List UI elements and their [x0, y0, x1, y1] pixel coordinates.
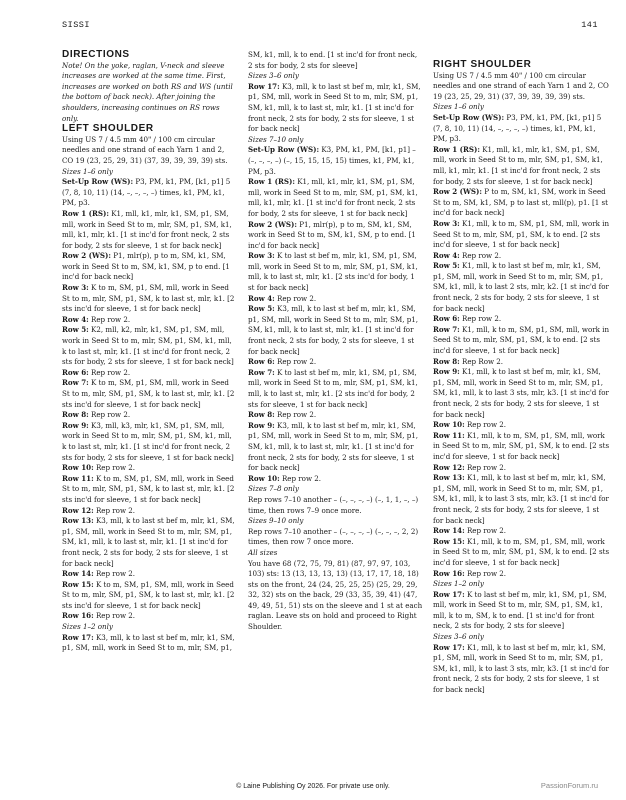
size-heading: Sizes 1–2 only	[62, 622, 113, 632]
row-instruction: Row 4: Rep row 2.	[248, 293, 317, 303]
column-right	[433, 50, 611, 696]
row-instruction: Row 14: Rep row 2.	[62, 569, 136, 579]
right-intro: Using US 7 / 4.5 mm 40" / 100 cm circular needles and one strand of each Yarn 1 and 2, CO 19 (23, 25, 29, 31) (37, 39, 39, 39, 39) sts.	[433, 70, 609, 101]
row-instruction: Row 17: K to last st bef m, mlr, k1, SM, p1, SM, mll, work in Seed St to m, mlr, SM, p1, SM, k1, mll, k to m, SM, k to end. [1 st inc'd for front neck, 2 sts for body, 2 sts for sleeve]	[433, 589, 607, 631]
row-instruction: Row 10: Rep row 2.	[62, 463, 136, 473]
row-instruction: Set-Up Row (WS): K3, PM, k1, PM, [k1, p1] – (–, –, –, –) (–, 15, 15, 15, 15) times, k1, PM, k1, PM, p3.	[248, 145, 416, 176]
left-shoulder-heading: LEFT SHOULDER	[62, 123, 154, 135]
row-instruction: Row 16: Rep row 2.	[433, 568, 507, 578]
row-instruction: Row 7: K to m, SM, p1, SM, mll, work in Seed St to m, mlr, SM, p1, SM, k to last st, mlr, k1. [2 sts inc'd for sleeve, 1 st for back neck]	[62, 378, 235, 409]
row-instruction: Row 17: K3, mll, k to last st bef m, mlr, k1, SM, p1, SM, mll, work in Seed St to m, mlr, SM, p1, SM, k1, mll, k to last st, mlr, k1. [1 st inc'd for front neck, 2 sts for body, 2 sts for sleeve, 1 st for back neck]	[248, 81, 421, 134]
row-instruction: Row 11: K1, mll, k to m, SM, p1, SM, mll, work in Seed St to m, mlr, SM, p1, SM, k to end. [2 sts inc'd for sleeve, 1 st for back neck]	[433, 430, 610, 461]
row-list	[433, 113, 611, 579]
row-instruction: Row 4: Rep row 2.	[62, 314, 131, 324]
row-instruction: Row 3: K to m, SM, p1, SM, mll, work in Seed St to m, mlr, SM, p1, SM, k to last st, mlr, k1. [2 sts inc'd for sleeve, 1 st for back neck]	[62, 283, 235, 314]
row-instruction: Row 3: K1, mll, k to m, SM, p1, SM, mll, work in Seed St to m, mlr, SM, p1, SM, k to end. [2 sts inc'd for sleeve, 1 st for back neck]	[433, 218, 610, 250]
row-instruction: Row 2 (WS): P1, mlr(p), p to m, SM, k1, SM, work in Seed St to m, SM, k1, SM, p to end. [1 inc'd for back neck]	[62, 251, 230, 282]
row-instruction: Row 6: Rep row 2.	[433, 314, 502, 324]
row-instruction: Row 15: K to m, SM, p1, SM, mll, work in Seed St to m, mlr, SM, p1, SM, k to last st, mlr, k1. [2 sts inc'd for sleeve, 1 st for back neck]	[62, 579, 235, 610]
row-instruction: Row 5: K2, mll, k2, mlr, k1, SM, p1, SM, mll, work in Seed St to m, mlr, SM, p1, SM, k1, mll, k to last st, mlr, k1. [1 st inc'd for front neck, 2 sts for body, 2 sts for sleeve, 1 st for back neck]	[62, 325, 234, 367]
row-instruction: Row 5: K3, mll, k to last st bef m, mlr, k1, SM, p1, SM, mll, work in Seed St to m, mlr, SM, p1, SM, k1, mll, k to last st, mlr, k1. [1 st inc'd for front neck, 2 sts for body, 2 sts for sleeve, 1 st for back neck]	[248, 304, 419, 356]
row-instruction: Row 12: Rep row 2.	[433, 462, 507, 472]
row-instruction: Row 13: K3, mll, k to last st bef m, mlr, k1, SM, p1, SM, mll, work in Seed St to m, mlr, SM, p1, SM, k1, mll, k to last st, mlr, k1. [1 st inc'd for front neck, 2 sts for body, 2 sts for sleeve, 1 st for back neck]	[62, 516, 235, 568]
row-instruction: Row 14: Rep row 2.	[433, 526, 507, 536]
row-instruction: Row 17: K3, mll, k to last st bef m, mlr, k1, SM, p1, SM, mll, work in Seed St to m, mlr, SM, p1,	[62, 632, 235, 653]
row-instruction: Row 3: K to last st bef m, mlr, k1, SM, p1, SM, mll, work in Seed St to m, mlr, SM, p1, SM, k1, mll, k to last st, mlr, k1. [2 sts inc'd for body, 1 st for back neck]	[248, 251, 418, 293]
row-instruction: Row 4: Rep row 2.	[433, 250, 502, 260]
row-instruction: Set-Up Row (WS): P3, PM, k1, PM, [k1, p1] 5 (7, 8, 10, 11) (14, –, –, –, –) times, k1, PM, k1, PM, p3.	[433, 112, 602, 144]
left-intro: Using US 7 / 4.5 mm 40" / 100 cm circular needles and one strand of each Yarn 1 and 2, CO 19 (23, 25, 29, 31) (37, 39, 39, 39, 39) sts.	[62, 134, 228, 165]
size-heading: Sizes 1–6 only	[433, 102, 484, 112]
repeat-instruction: Rep rows 7–10 another – (–, –, –, –) (–, –, –, 2, 2) times, then row 7 once more.	[248, 526, 419, 547]
row-instruction: Row 8: Rep Row 2.	[433, 356, 504, 366]
header-title: SISSI	[62, 20, 91, 30]
row-instruction: Row 2 (WS): P1, mlr(p), p to m, SM, k1, SM, work in Seed St to m, SM, k1, SM, p to end. [1 inc'd for back neck]	[248, 219, 416, 250]
right-shoulder-heading: RIGHT SHOULDER	[433, 59, 532, 70]
summary-paragraph: You have 68 (72, 75, 79, 81) (87, 97, 97, 103, 103) sts: 13 (13, 13, 13, 13) (13, 17, 17, 18, 18) sts on the front, 24 (24, 25, 25, 25) (25, 29, 29, 32, 32) sts on the back, 29 (33, 35, 39, 41) (47, 49, 49, 51, 51) sts on the sleeve and 1 st at each raglan. Leave sts on hold and proceed to Right Shoulder.	[248, 558, 423, 632]
row-instruction: Row 8: Rep row 2.	[248, 410, 317, 420]
row-instruction: Row 10: Rep row 2.	[248, 473, 322, 483]
size-heading: Sizes 1–2 only	[433, 579, 484, 589]
row-list	[62, 177, 237, 622]
row-instruction: Row 1 (RS): K1, mll, k1, mlr, k1, SM, p1, SM, mll, work in Seed St to m, mlr, SM, p1, SM, k1, mll, k1, mlr, k1. [1 st inc'd for front neck, 2 sts for body, 2 sts for sleeve, 1 st for back neck]	[62, 208, 232, 250]
size-heading: Sizes 1–6 only	[62, 166, 113, 176]
column-middle	[248, 50, 423, 633]
row-instruction: Row 9: K1, mll, k to last st bef m, mlr, k1, SM, p1, SM, mll, work in Seed St to m, mlr, SM, p1, SM, k1, mll, k to last 3 sts, mlr, k3. [1 st inc'd for front neck, 2 sts for body, 2 sts for sleeve, 1 st for back neck]	[433, 367, 609, 419]
size-heading: All sizes	[248, 547, 278, 557]
row-instruction: Row 8: Rep row 2.	[62, 410, 131, 420]
repeat-instruction: Rep rows 7–10 another – (–, –, –, –) (–, 1, 1, –, –) time, then rows 7–9 once more.	[248, 494, 419, 515]
row-instruction: Row 7: K to last st bef m, mlr, k1, SM, p1, SM, mll, work in Seed St to m, mlr, SM, p1, SM, k1, mll, k to last st, mlr, k1. [2 sts inc'd for body, 2 sts for sleeve, 1 st for back neck]	[248, 367, 418, 409]
row-instruction: Row 6: Rep row 2.	[62, 367, 131, 377]
row-instruction: Row 2 (WS): P to m, SM, k1, SM, work in Seed St to m, SM, k1, SM, p to last st, mll(p), p1. [1 st inc'd for back neck]	[433, 187, 609, 218]
page-number: 141	[581, 20, 598, 30]
row-instruction: Row 9: K3, mll, k to last st bef m, mlr, k1, SM, p1, SM, mll, work in Seed St to m, mlr, SM, p1, SM, k1, mll, k to last st, mlr, k1. [1 st inc'd for front neck, 2 sts for body, 2 sts for sleeve, 1 st for back neck]	[248, 420, 419, 473]
row-instruction: Row 11: K to m, SM, p1, SM, mll, work in Seed St to m, mlr, SM, p1, SM, k to last st, mlr, k1. [2 sts inc'd for sleeve, 1 st for back neck]	[62, 473, 235, 504]
size-heading: Sizes 3–6 only	[248, 71, 299, 81]
size-heading: Sizes 7–8 only	[248, 484, 299, 494]
copyright-footer: © Laine Publishing Oy 2026. For private use only.	[236, 783, 390, 790]
continued-text: SM, k1, mll, k to end. [1 st inc'd for front neck, 2 sts for body, 2 sts for sleeve]	[248, 50, 418, 70]
size-heading: Sizes 3–6 only	[433, 632, 484, 642]
row-instruction: Row 9: K3, mll, k3, mlr, k1, SM, p1, SM, mll, work in Seed St to m, mlr, SM, p1, SM, k1, mll, k to last st, mlr, k1. [1 st inc'd for front neck, 2 sts for body, 2 sts for sleeve, 1 st for back neck]	[62, 420, 234, 462]
row-instruction: Row 6: Rep row 2.	[248, 357, 317, 367]
row-instruction: Set-Up Row (WS): P3, PM, k1, PM, [k1, p1] 5 (7, 8, 10, 11) (14, –, –, –, –) times, k1, PM, k1, PM, p3.	[62, 177, 231, 208]
row-instruction: Row 1 (RS): K1, mll, k1, mlr, k1, SM, p1, SM, mll, work in Seed St to m, mlr, SM, p1, SM, k1, mll, k1, mlr, k1. [1 st inc'd for front neck, 2 sts for body, 2 sts for sleeve, 1 st for back neck]	[248, 177, 418, 218]
row-instruction: Row 10: Rep row 2.	[433, 420, 507, 430]
row-instruction: Row 17: K1, mll, k to last st bef m, mlr, k1, SM, p1, SM, mll, work in Seed St to m, mlr, SM, p1, SM, k1, mll, k to last 3 sts, mlr, k3. [1 st inc'd for front neck, 2 sts for body, 2 sts for sleeve, 1 st for back neck]	[433, 642, 609, 695]
size-heading: Sizes 9–10 only	[248, 516, 304, 526]
row-instruction: Row 13: K1, mll, k to last st bef m, mlr, k1, SM, p1, SM, mll, work in Seed St to m, mlr, SM, p1, SM, k1, mll, k to last 3 sts, mlr, k3. [1 st inc'd for front neck, 2 sts for body, 2 sts for sleeve, 1 st for back neck]	[433, 473, 609, 525]
row-instruction: Row 12: Rep row 2.	[62, 505, 136, 515]
row-list	[248, 145, 423, 484]
column-left	[62, 50, 237, 654]
row-instruction: Row 7: K1, mll, k to m, SM, p1, SM, mll, work in Seed St to m, mlr, SM, p1, SM, k to end. [2 sts inc'd for sleeve, 1 st for back neck]	[433, 324, 610, 356]
row-instruction: Row 16: Rep row 2.	[62, 611, 136, 621]
row-instruction: Row 5: K1, mll, k to last st bef m, mlr, k1, SM, p1, SM, mll, work in Seed St to m, mlr, SM, p1, SM, k1, mll, k to last 2 sts, mlr, k2. [1 st inc'd for front neck, 2 sts for body, 2 sts for sleeve, 1 st for back neck]	[433, 261, 609, 313]
note-paragraph: Note! On the yoke, raglan, V-neck and sleeve increases are worked at the same time. First, increases are worked on both RS and WS (until the bottom of back neck). After joining the shoulders, increasing continues on RS rows only.	[62, 60, 233, 123]
directions-heading: DIRECTIONS	[62, 49, 130, 60]
watermark: PassionForum.ru	[540, 781, 598, 790]
row-instruction: Row 1 (RS): K1, mll, k1, mlr, k1, SM, p1, SM, mll, work in Seed St to m, mlr, SM, p1, SM, k1, mll, k1, mlr, k1. [1 st inc'd for front neck, 2 sts for body, 2 sts for sleeve, 1 st for back neck]	[433, 144, 603, 186]
size-heading: Sizes 7–10 only	[248, 134, 304, 144]
page-header	[62, 20, 598, 30]
row-instruction: Row 15: K1, mll, k to m, SM, p1, SM, mll, work in Seed St to m, mlr, SM, p1, SM, k to end. [2 sts inc'd for sleeve, 1 st for back neck]	[433, 536, 610, 567]
